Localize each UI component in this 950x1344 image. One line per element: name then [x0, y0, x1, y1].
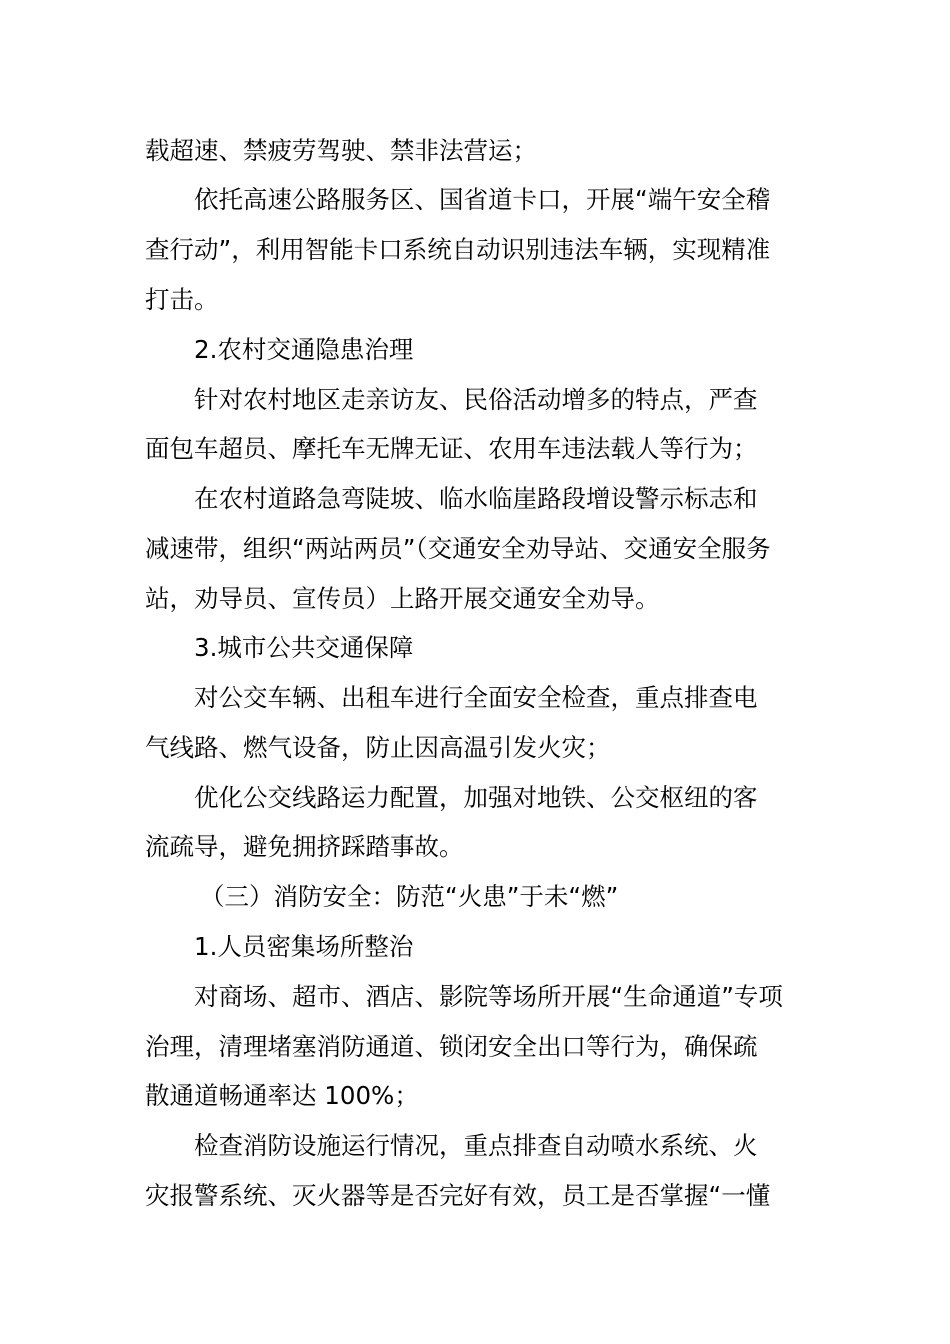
- text-line: 灾报警系统、灭火器等是否完好有效，员工是否掌握“一懂: [145, 1181, 771, 1210]
- section-heading: 1.人员密集场所整治: [194, 932, 414, 961]
- text-line: 针对农村地区走亲访友、民俗活动增多的特点，严查: [194, 385, 758, 414]
- text-line: 减速带，组织“两站两员”（交通安全劝导站、交通安全服务: [145, 534, 771, 563]
- text-line: 优化公交线路运力配置，加强对地铁、公交枢纽的客: [194, 783, 758, 812]
- text-line: 站，劝导员、宣传员）上路开展交通安全劝导。: [145, 584, 660, 613]
- text-line: 查行动”，利用智能卡口系统自动识别违法车辆，实现精准: [145, 235, 771, 264]
- chapter-heading: （三）消防安全：防范“火患”于未“燃”: [200, 882, 619, 911]
- text-line: 流疏导，避免拥挤踩踏事故。: [145, 832, 464, 861]
- text-line: 对公交车辆、出租车进行全面安全检查，重点排查电: [194, 683, 758, 712]
- text-line: 打击。: [145, 285, 219, 314]
- text-line: 散通道畅通率达 100%；: [145, 1081, 419, 1110]
- text-line: 气线路、燃气设备，防止因高温引发火灾；: [145, 733, 611, 762]
- text-line: 检查消防设施运行情况，重点排查自动喷水系统、火: [194, 1131, 758, 1160]
- section-heading: 2.农村交通隐患治理: [194, 335, 414, 364]
- text-line: 依托高速公路服务区、国省道卡口，开展“端午安全稽: [194, 185, 771, 214]
- section-heading: 3.城市公共交通保障: [194, 633, 414, 662]
- text-line: 面包车超员、摩托车无牌无证、农用车违法载人等行为；: [145, 434, 758, 463]
- text-line: 对商场、超市、酒店、影院等场所开展“生命通道”专项: [194, 982, 783, 1011]
- text-line: 治理，清理堵塞消防通道、锁闭安全出口等行为，确保疏: [145, 1032, 758, 1061]
- text-line: 载超速、禁疲劳驾驶、禁非法营运；: [145, 136, 537, 165]
- text-line: 在农村道路急弯陡坡、临水临崖路段增设警示标志和: [194, 484, 758, 513]
